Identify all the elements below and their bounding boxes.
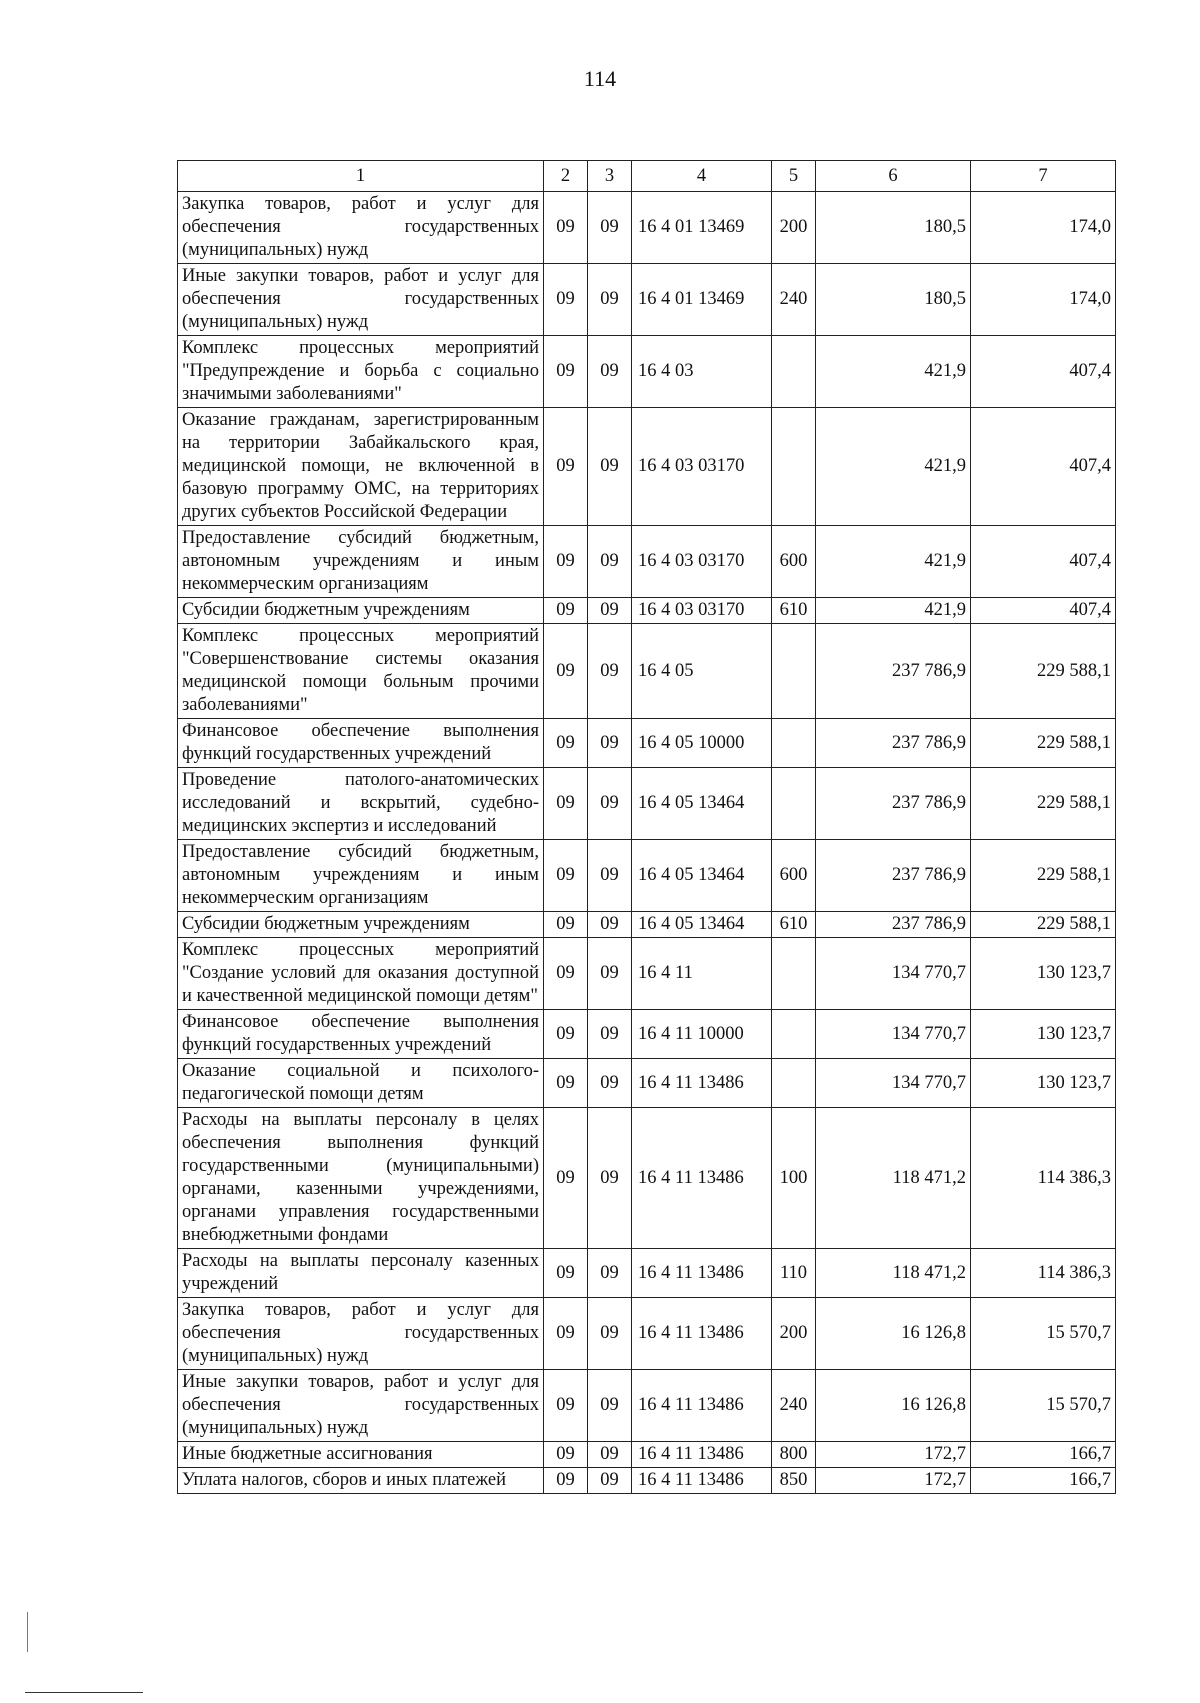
row-target-article-cell: 16 4 01 13469 <box>632 264 772 336</box>
row-section-cell: 09 <box>544 598 588 624</box>
row-section-cell: 09 <box>544 408 588 526</box>
row-amount-col7-cell: 407,4 <box>971 408 1116 526</box>
row-name-cell: Комплекс процессных мероприятий "Создание условий для оказания доступной и качественной медицинской помощи детям" <box>178 938 544 1010</box>
row-section-cell: 09 <box>544 1370 588 1442</box>
row-target-article-cell: 16 4 11 13486 <box>632 1468 772 1494</box>
row-section-cell: 09 <box>544 1298 588 1370</box>
row-subsection-cell: 09 <box>588 598 632 624</box>
row-name-cell: Предоставление субсидий бюджетным, автономным учреждениям и иным некоммерческим организациям <box>178 840 544 912</box>
row-name-cell: Иные бюджетные ассигнования <box>178 1442 544 1468</box>
row-amount-col7-cell: 15 570,7 <box>971 1370 1116 1442</box>
row-amount-col7-cell: 229 588,1 <box>971 624 1116 719</box>
table-row <box>178 624 1116 719</box>
row-subsection-cell: 09 <box>588 1442 632 1468</box>
table-row <box>178 1298 1116 1370</box>
row-target-article-cell: 16 4 05 10000 <box>632 719 772 768</box>
row-subsection-cell: 09 <box>588 912 632 938</box>
row-subsection-cell: 09 <box>588 1010 632 1059</box>
row-amount-col6-cell: 421,9 <box>816 598 971 624</box>
row-amount-col6-cell: 16 126,8 <box>816 1298 971 1370</box>
row-name-cell: Оказание социальной и психолого-педагогической помощи детям <box>178 1059 544 1108</box>
table-row <box>178 526 1116 598</box>
row-section-cell: 09 <box>544 719 588 768</box>
table-row <box>178 336 1116 408</box>
row-name-cell: Комплекс процессных мероприятий "Предупреждение и борьба с социально значимыми заболеваниями" <box>178 336 544 408</box>
row-section-cell: 09 <box>544 768 588 840</box>
table-row <box>178 1059 1116 1108</box>
row-expense-type-cell: 240 <box>772 264 816 336</box>
row-expense-type-cell: 850 <box>772 1468 816 1494</box>
col-header-5: 5 <box>772 161 816 192</box>
row-target-article-cell: 16 4 11 13486 <box>632 1059 772 1108</box>
row-expense-type-cell: 200 <box>772 192 816 264</box>
row-expense-type-cell: 600 <box>772 526 816 598</box>
row-target-article-cell: 16 4 01 13469 <box>632 192 772 264</box>
row-amount-col6-cell: 237 786,9 <box>816 912 971 938</box>
row-expense-type-cell <box>772 1059 816 1108</box>
row-section-cell: 09 <box>544 336 588 408</box>
row-target-article-cell: 16 4 05 13464 <box>632 840 772 912</box>
row-name-cell: Субсидии бюджетным учреждениям <box>178 912 544 938</box>
row-target-article-cell: 16 4 03 <box>632 336 772 408</box>
row-target-article-cell: 16 4 03 03170 <box>632 526 772 598</box>
table-row <box>178 1108 1116 1249</box>
row-amount-col6-cell: 172,7 <box>816 1468 971 1494</box>
row-name-cell: Уплата налогов, сборов и иных платежей <box>178 1468 544 1494</box>
row-expense-type-cell: 110 <box>772 1249 816 1298</box>
page-number: 114 <box>583 66 617 91</box>
row-amount-col6-cell: 237 786,9 <box>816 840 971 912</box>
row-expense-type-cell <box>772 1010 816 1059</box>
scan-bottom-line <box>25 1692 143 1693</box>
row-section-cell: 09 <box>544 1010 588 1059</box>
row-amount-col6-cell: 237 786,9 <box>816 719 971 768</box>
table-row <box>178 192 1116 264</box>
col-header-3: 3 <box>588 161 632 192</box>
table-body <box>178 192 1116 1494</box>
table-row <box>178 1370 1116 1442</box>
row-subsection-cell: 09 <box>588 1059 632 1108</box>
row-subsection-cell: 09 <box>588 1298 632 1370</box>
row-subsection-cell: 09 <box>588 408 632 526</box>
table-row <box>178 1010 1116 1059</box>
table-row <box>178 408 1116 526</box>
row-amount-col7-cell: 407,4 <box>971 598 1116 624</box>
row-target-article-cell: 16 4 05 13464 <box>632 768 772 840</box>
row-subsection-cell: 09 <box>588 264 632 336</box>
row-subsection-cell: 09 <box>588 1249 632 1298</box>
row-target-article-cell: 16 4 11 13486 <box>632 1249 772 1298</box>
row-expense-type-cell: 800 <box>772 1442 816 1468</box>
row-target-article-cell: 16 4 11 13486 <box>632 1108 772 1249</box>
row-amount-col7-cell: 229 588,1 <box>971 912 1116 938</box>
col-header-7: 7 <box>971 161 1116 192</box>
row-amount-col7-cell: 130 123,7 <box>971 938 1116 1010</box>
row-target-article-cell: 16 4 11 <box>632 938 772 1010</box>
row-name-cell: Закупка товаров, работ и услуг для обеспечения государственных (муниципальных) нужд <box>178 192 544 264</box>
header-row <box>178 161 1116 192</box>
budget-table <box>177 160 1116 1494</box>
row-name-cell: Расходы на выплаты персоналу в целях обеспечения выполнения функций государственными (муниципальными) органами, казенными учреждениями, органами управления государственными внебюджетными фондами <box>178 1108 544 1249</box>
row-target-article-cell: 16 4 11 13486 <box>632 1442 772 1468</box>
row-expense-type-cell: 200 <box>772 1298 816 1370</box>
row-expense-type-cell: 100 <box>772 1108 816 1249</box>
row-name-cell: Проведение патолого-анатомических исследований и вскрытий, судебно-медицинских экспертиз и исследований <box>178 768 544 840</box>
table-row <box>178 1249 1116 1298</box>
table-row <box>178 598 1116 624</box>
row-section-cell: 09 <box>544 1442 588 1468</box>
row-expense-type-cell <box>772 336 816 408</box>
row-subsection-cell: 09 <box>588 1108 632 1249</box>
table-row <box>178 1468 1116 1494</box>
row-subsection-cell: 09 <box>588 938 632 1010</box>
table-row <box>178 938 1116 1010</box>
row-subsection-cell: 09 <box>588 719 632 768</box>
row-amount-col6-cell: 134 770,7 <box>816 938 971 1010</box>
col-header-1: 1 <box>178 161 544 192</box>
row-target-article-cell: 16 4 03 03170 <box>632 408 772 526</box>
row-expense-type-cell: 610 <box>772 912 816 938</box>
row-name-cell: Расходы на выплаты персоналу казенных учреждений <box>178 1249 544 1298</box>
row-target-article-cell: 16 4 03 03170 <box>632 598 772 624</box>
row-amount-col7-cell: 130 123,7 <box>971 1059 1116 1108</box>
row-target-article-cell: 16 4 11 10000 <box>632 1010 772 1059</box>
row-section-cell: 09 <box>544 1059 588 1108</box>
row-subsection-cell: 09 <box>588 840 632 912</box>
row-amount-col7-cell: 229 588,1 <box>971 840 1116 912</box>
row-amount-col6-cell: 118 471,2 <box>816 1108 971 1249</box>
row-subsection-cell: 09 <box>588 1468 632 1494</box>
row-target-article-cell: 16 4 05 <box>632 624 772 719</box>
row-expense-type-cell <box>772 938 816 1010</box>
row-section-cell: 09 <box>544 264 588 336</box>
row-amount-col6-cell: 180,5 <box>816 264 971 336</box>
row-amount-col6-cell: 237 786,9 <box>816 768 971 840</box>
row-section-cell: 09 <box>544 912 588 938</box>
row-amount-col7-cell: 174,0 <box>971 192 1116 264</box>
row-amount-col6-cell: 16 126,8 <box>816 1370 971 1442</box>
row-target-article-cell: 16 4 05 13464 <box>632 912 772 938</box>
row-amount-col6-cell: 237 786,9 <box>816 624 971 719</box>
row-target-article-cell: 16 4 11 13486 <box>632 1370 772 1442</box>
row-amount-col7-cell: 174,0 <box>971 264 1116 336</box>
row-section-cell: 09 <box>544 526 588 598</box>
row-amount-col7-cell: 166,7 <box>971 1442 1116 1468</box>
table-row <box>178 840 1116 912</box>
row-name-cell: Субсидии бюджетным учреждениям <box>178 598 544 624</box>
row-name-cell: Иные закупки товаров, работ и услуг для обеспечения государственных (муниципальных) нужд <box>178 1370 544 1442</box>
col-header-6: 6 <box>816 161 971 192</box>
row-amount-col7-cell: 114 386,3 <box>971 1249 1116 1298</box>
row-name-cell: Оказание гражданам, зарегистрированным на территории Забайкальского края, медицинской помощи, не включенной в базовую программу ОМС, на территориях других субъектов Российской Федерации <box>178 408 544 526</box>
row-section-cell: 09 <box>544 1108 588 1249</box>
row-name-cell: Предоставление субсидий бюджетным, автономным учреждениям и иным некоммерческим организациям <box>178 526 544 598</box>
table-row <box>178 1442 1116 1468</box>
row-section-cell: 09 <box>544 938 588 1010</box>
row-subsection-cell: 09 <box>588 526 632 598</box>
row-amount-col6-cell: 134 770,7 <box>816 1010 971 1059</box>
row-name-cell: Закупка товаров, работ и услуг для обеспечения государственных (муниципальных) нужд <box>178 1298 544 1370</box>
row-amount-col6-cell: 421,9 <box>816 526 971 598</box>
row-section-cell: 09 <box>544 1249 588 1298</box>
row-expense-type-cell: 610 <box>772 598 816 624</box>
row-subsection-cell: 09 <box>588 624 632 719</box>
table-row <box>178 719 1116 768</box>
row-amount-col6-cell: 421,9 <box>816 336 971 408</box>
row-name-cell: Комплекс процессных мероприятий "Совершенствование системы оказания медицинской помощи больным прочими заболеваниями" <box>178 624 544 719</box>
row-subsection-cell: 09 <box>588 336 632 408</box>
col-header-2: 2 <box>544 161 588 192</box>
col-header-4: 4 <box>632 161 772 192</box>
row-name-cell: Иные закупки товаров, работ и услуг для обеспечения государственных (муниципальных) нужд <box>178 264 544 336</box>
row-expense-type-cell: 600 <box>772 840 816 912</box>
row-expense-type-cell <box>772 719 816 768</box>
row-amount-col7-cell: 407,4 <box>971 526 1116 598</box>
row-amount-col7-cell: 130 123,7 <box>971 1010 1116 1059</box>
row-amount-col6-cell: 118 471,2 <box>816 1249 971 1298</box>
row-amount-col7-cell: 407,4 <box>971 336 1116 408</box>
row-amount-col7-cell: 229 588,1 <box>971 719 1116 768</box>
row-expense-type-cell <box>772 408 816 526</box>
row-subsection-cell: 09 <box>588 192 632 264</box>
row-section-cell: 09 <box>544 1468 588 1494</box>
table-row <box>178 264 1116 336</box>
row-amount-col6-cell: 421,9 <box>816 408 971 526</box>
row-amount-col6-cell: 134 770,7 <box>816 1059 971 1108</box>
row-amount-col7-cell: 229 588,1 <box>971 768 1116 840</box>
table-row <box>178 912 1116 938</box>
row-name-cell: Финансовое обеспечение выполнения функций государственных учреждений <box>178 1010 544 1059</box>
row-expense-type-cell <box>772 768 816 840</box>
row-amount-col7-cell: 166,7 <box>971 1468 1116 1494</box>
row-expense-type-cell <box>772 624 816 719</box>
row-section-cell: 09 <box>544 840 588 912</box>
row-amount-col7-cell: 15 570,7 <box>971 1298 1116 1370</box>
row-section-cell: 09 <box>544 192 588 264</box>
row-expense-type-cell: 240 <box>772 1370 816 1442</box>
row-target-article-cell: 16 4 11 13486 <box>632 1298 772 1370</box>
row-section-cell: 09 <box>544 624 588 719</box>
row-subsection-cell: 09 <box>588 768 632 840</box>
scan-edge-line <box>27 1612 28 1652</box>
row-amount-col7-cell: 114 386,3 <box>971 1108 1116 1249</box>
row-subsection-cell: 09 <box>588 1370 632 1442</box>
row-amount-col6-cell: 180,5 <box>816 192 971 264</box>
row-name-cell: Финансовое обеспечение выполнения функций государственных учреждений <box>178 719 544 768</box>
row-amount-col6-cell: 172,7 <box>816 1442 971 1468</box>
table-row <box>178 768 1116 840</box>
